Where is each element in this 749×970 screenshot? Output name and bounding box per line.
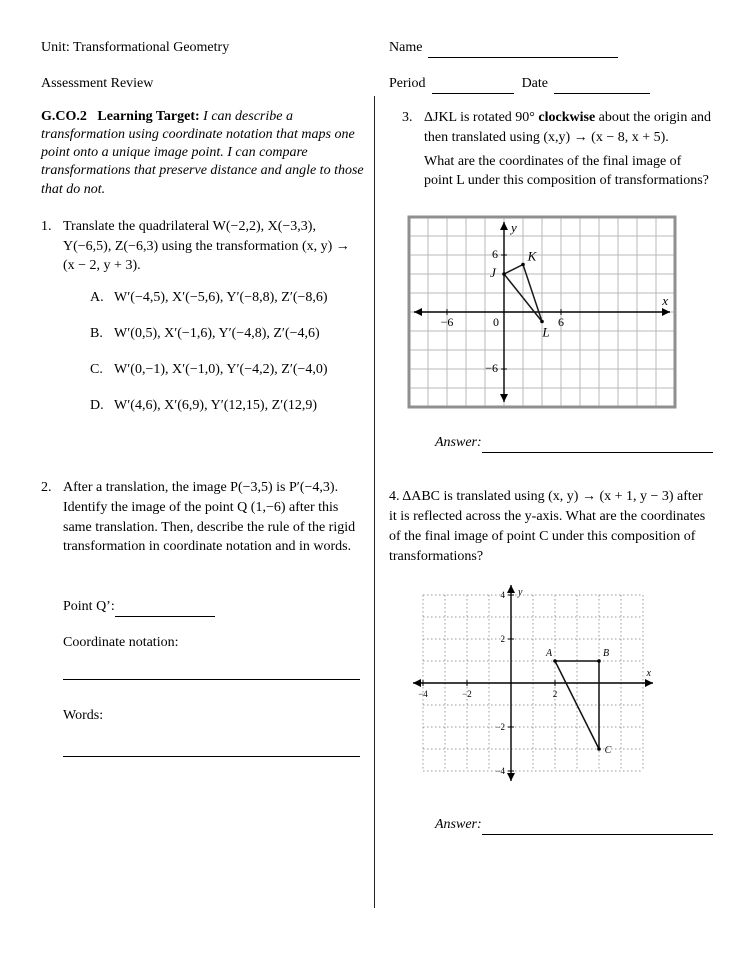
name-blank-line: [428, 43, 618, 58]
svg-text:−2: −2: [462, 688, 472, 699]
choice-a-text: W′(−4,5), X′(−5,6), Y′(−8,8), Z′(−8,6): [114, 290, 328, 306]
words-label: Words:: [63, 708, 104, 724]
q4-answer-label: Answer:: [435, 816, 482, 832]
point-q-field: [63, 597, 364, 617]
choice-b-letter: B.: [90, 326, 103, 342]
q3-answer-row: [435, 433, 713, 453]
svg-text:−4: −4: [495, 765, 505, 776]
period-date-field: [389, 74, 713, 94]
q4-answer-blank-line: [482, 820, 713, 835]
right-column: [389, 38, 713, 835]
question-3-text-pre: ΔJKL is rotated 90°: [424, 109, 539, 125]
question-2-answer-fields: [63, 597, 364, 757]
q3-answer-blank-line: [482, 438, 713, 453]
svg-text:A: A: [545, 647, 553, 659]
coordinate-notation-blank-line: [63, 679, 360, 680]
svg-text:x: x: [646, 667, 651, 679]
period-label: Period: [389, 75, 426, 91]
svg-text:L: L: [542, 324, 550, 340]
svg-text:−6: −6: [440, 315, 454, 330]
question-4-text: 4. ΔABC is translated using (x, y) → (x + 1, y − 3) after it is reflected across the y-axis. What are the coordinates of the final image of point C under this composition of transformations?: [389, 489, 706, 564]
choice-b-text: W′(0,5), X′(−1,6), Y′(−4,8), Z′(−4,6): [114, 326, 320, 342]
choice-d-letter: D.: [90, 397, 104, 413]
choice-c-text: W′(0,−1), X′(−1,0), Y′(−4,2), Z′(−4,0): [114, 362, 328, 378]
learning-target-body: I can describe a transformation using coordinate notation that maps one point onto a unique image point. I can compare transformations that preserve distance and angle to those that do not.: [41, 108, 364, 197]
left-column: [41, 38, 364, 757]
question-3-number: 3.: [402, 109, 413, 125]
svg-text:−2: −2: [495, 721, 505, 732]
learning-target: [41, 108, 364, 199]
choice-c-letter: C.: [90, 362, 103, 378]
assessment-title: Assessment Review: [41, 75, 154, 91]
q3-coordinate-grid: [401, 209, 713, 415]
period-blank-line: [432, 79, 514, 94]
name-label: Name: [389, 40, 423, 55]
svg-text:4: 4: [500, 589, 505, 600]
question-2-number: 2.: [41, 479, 52, 495]
svg-text:−4: −4: [418, 688, 428, 699]
question-3-text: [424, 108, 713, 192]
svg-text:B: B: [602, 647, 610, 659]
svg-text:2: 2: [500, 633, 505, 644]
learning-target-heading: G.CO.2 Learning Target:: [41, 108, 200, 124]
question-1: [41, 217, 364, 277]
choice-row-c: [90, 360, 364, 380]
svg-text:K: K: [527, 248, 537, 264]
coordinate-notation-label: Coordinate notation:: [63, 635, 179, 651]
question-1-text: Translate the quadrilateral W(−2,2), X(−3,3), Y(−6,5), Z(−6,3) using the transformation (x, y) → (x − 2, y + 3).: [63, 218, 350, 274]
svg-text:−6: −6: [485, 361, 498, 376]
svg-text:6: 6: [558, 315, 564, 330]
choice-a-letter: A.: [90, 290, 104, 306]
svg-text:6: 6: [492, 247, 498, 262]
question-3-text-bold: clockwise: [538, 109, 596, 125]
point-q-blank-line: [115, 602, 215, 617]
choice-row-a: [90, 288, 364, 308]
svg-text:y: y: [511, 220, 517, 236]
question-2: [41, 478, 364, 558]
q3-answer-label: Answer:: [435, 435, 482, 451]
svg-text:y: y: [518, 586, 523, 598]
name-field: [389, 38, 713, 58]
question-3: [389, 108, 713, 192]
svg-text:0: 0: [493, 315, 499, 330]
date-label: Date: [521, 75, 548, 91]
q4-answer-row: [435, 815, 713, 835]
choice-d-text: W′(4,6), X′(6,9), Y′(12,15), Z′(12,9): [114, 397, 318, 413]
unit-title: Unit: Transformational Geometry: [41, 40, 230, 55]
date-blank-line: [554, 79, 650, 94]
choice-row-b: [90, 324, 364, 344]
words-blank-line: [63, 756, 360, 757]
q4-coordinate-grid: [409, 581, 713, 785]
question-3-text-post: about the origin and then translated using (x,y) → (x − 8, x + 5).: [424, 109, 712, 145]
column-divider: [374, 96, 375, 908]
choice-row-d: [90, 396, 364, 416]
question-1-choices: [90, 288, 364, 416]
svg-text:2: 2: [552, 688, 558, 699]
question-2-text: After a translation, the image P(−3,5) is P′(−4,3). Identify the image of the point Q (1,−6) after this same translation. Then, describe the rule of the rigid transformation in coordinate notation and in words.: [63, 479, 356, 555]
svg-text:C: C: [604, 744, 612, 756]
question-1-number: 1.: [41, 218, 52, 234]
svg-text:x: x: [662, 293, 668, 309]
svg-text:J: J: [490, 265, 496, 281]
question-3-text-line2: What are the coordinates of the final image of point L under this composition of transformations?: [424, 153, 709, 189]
point-q-label: Point Q’:: [63, 599, 115, 615]
